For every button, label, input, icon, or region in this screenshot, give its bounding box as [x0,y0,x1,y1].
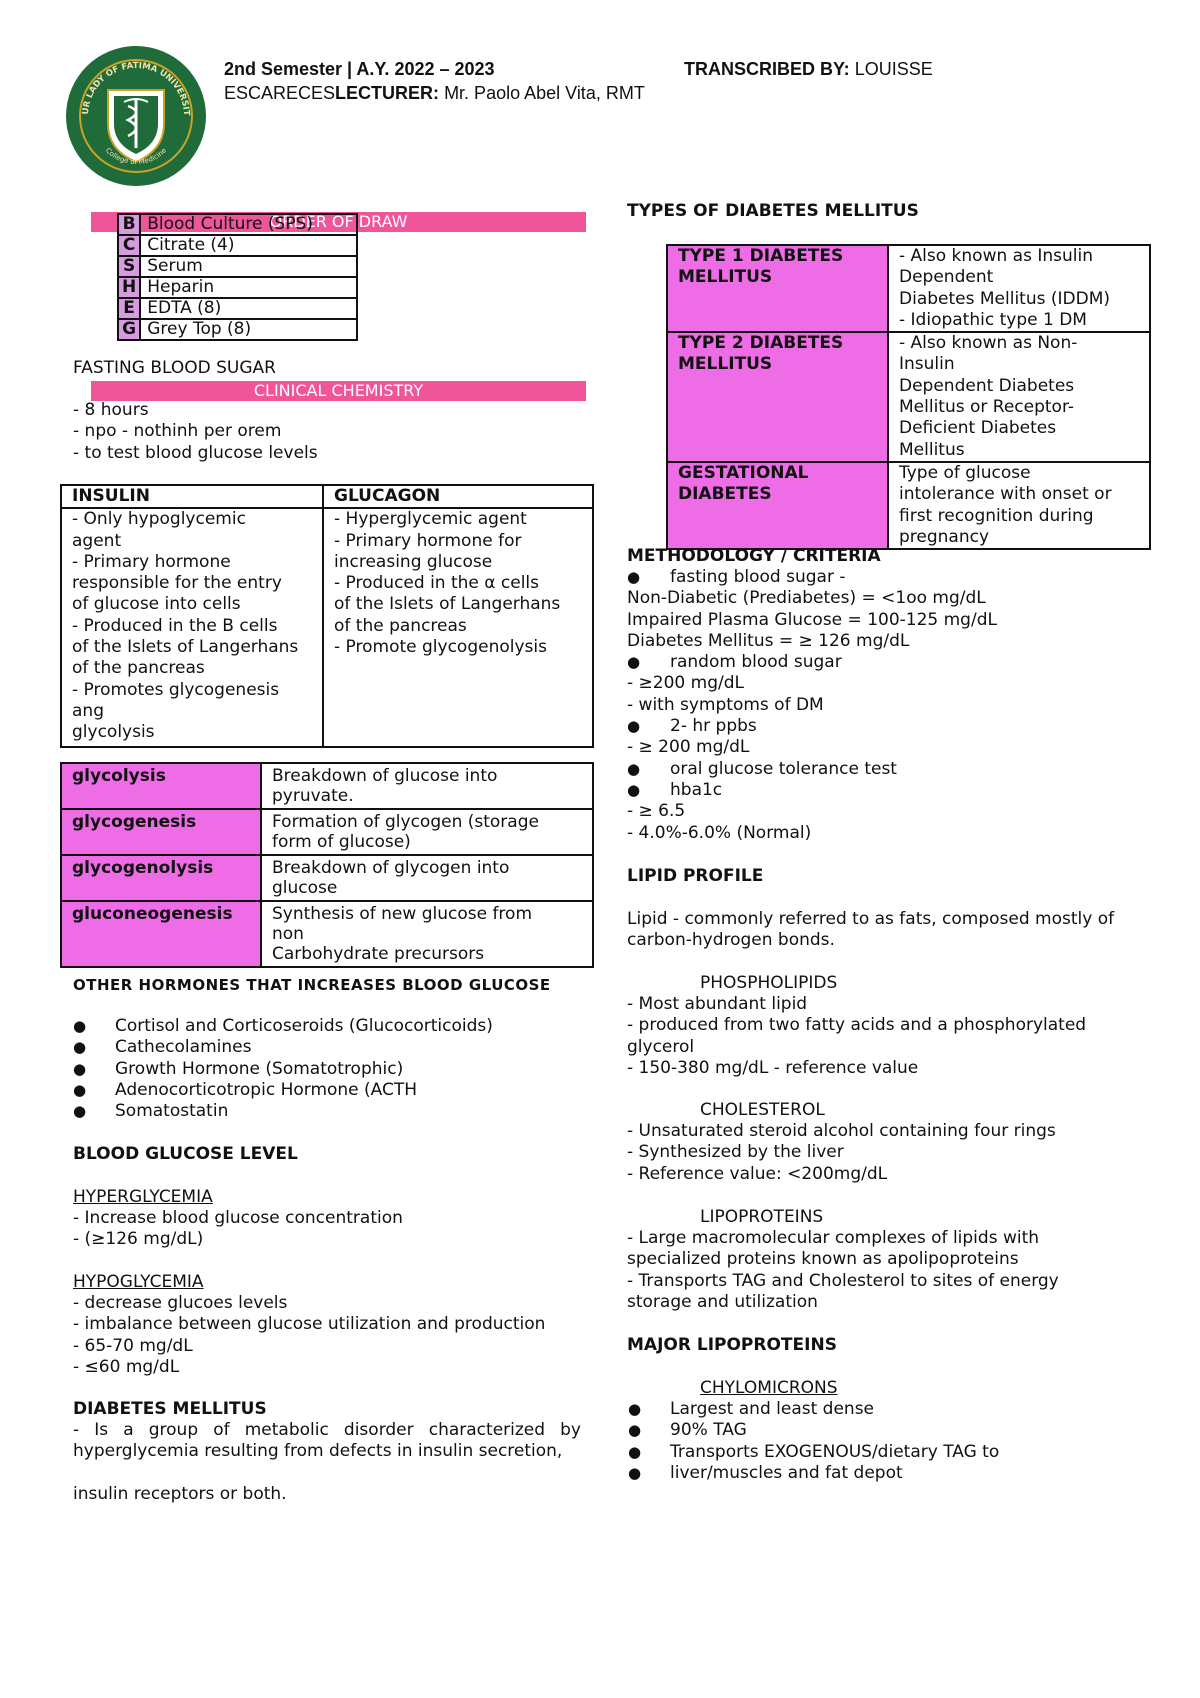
list-item: - Transports TAG and Cholesterol to sites of energy storage and utilization [627,1270,1059,1312]
method-text: Diabetes Mellitus = ≥ 126 mg/dL [627,630,910,651]
lipoproteins-list [627,1228,1097,1313]
list-item: - 8 hours [73,400,149,420]
dm-type-description [888,332,1150,462]
cell-line: MELLITUS [678,354,773,375]
other-hormones-title: OTHER HORMONES THAT INCREASES BLOOD GLUCOSE [73,976,551,994]
method-text: Impaired Plasma Glucose = 100-125 mg/dL [627,609,997,630]
lipoproteins-title: LIPOPROTEINS [700,1207,824,1227]
list-item [627,695,1167,716]
list-item: - Most abundant lipid [627,994,808,1014]
cholesterol-title: CHOLESTEROL [700,1100,825,1120]
cell-line: of the Islets of Langerhans [72,637,299,658]
cell-line: - Produced in the B cells [72,615,278,636]
list-item: ● Cathecolamines [115,1037,493,1058]
lecturer-name: Mr. Paolo Abel Vita, RMT [444,83,645,103]
list-item [627,588,1167,609]
cell-line: of glucose into cells [72,594,241,615]
list-item: ● Transports EXOGENOUS/dietary TAG to [670,1442,999,1463]
method-text: random blood sugar [670,652,842,673]
cell-line: - Hyperglycemic agent [334,509,527,530]
cell-line: of the pancreas [334,615,467,636]
method-text: - 4.0%-6.0% (Normal) [627,822,812,843]
cell-line: Insulin [899,354,955,375]
list-item: - produced from two fatty acids and a phosphorylated glycerol [627,1015,1087,1057]
phospholipids-title: PHOSPHOLIPIDS [700,973,838,993]
cell-line: MELLITUS [678,267,773,288]
table-row [667,332,1150,462]
hyperglycemia-title: HYPERGLYCEMIA [73,1187,213,1207]
list-item [627,801,1167,822]
cell-line: GESTATIONAL [678,462,809,483]
list-item: - to test blood glucose levels [73,442,318,463]
bullet-item [627,716,1167,737]
method-text: - ≥200 mg/dL [627,673,744,694]
method-text: - ≥ 200 mg/dL [627,737,750,758]
glucose-processes-table [60,762,594,968]
cell-line: form of glucose) [272,832,411,852]
bullet-item [627,652,1167,673]
diabetes-mellitus-definition-end: insulin receptors or both. [73,1484,287,1504]
insulin-cell [61,508,323,746]
list-item: ● Growth Hormone (Somatotrophic) [115,1059,493,1080]
list-item: ● Adenocorticotropic Hormone (ACTH [115,1080,493,1101]
cell-line: Mellitus [899,439,965,460]
bullet-icon: ● [627,759,641,778]
cell-line: Dependent [899,267,994,288]
cell-line: of the pancreas [72,658,205,679]
header-block [224,57,984,105]
glucagon-cell [323,508,593,746]
cell-line: agent [72,530,122,551]
clinical-chemistry-bar: CLINICAL CHEMISTRY [91,381,586,401]
method-text: - with symptoms of DM [627,694,824,715]
list-item [627,610,1167,631]
list-item: - 150-380 mg/dL - reference value [627,1057,919,1078]
svg-text:College of Medicine: College of Medicine [103,146,169,167]
method-text: 2- hr ppbs [670,716,757,737]
university-seal [64,44,208,188]
process-definition [261,855,593,901]
cell-line: pyruvate. [272,786,354,806]
chylomicrons-title: CHYLOMICRONS [700,1378,838,1398]
lipid-profile-title: LIPID PROFILE [627,866,764,886]
cell-line: glucose [272,878,338,898]
table-row: S Serum [118,256,357,277]
list-item: - ≤60 mg/dL [73,1356,180,1377]
cell-line: responsible for the entry [72,573,282,594]
list-item: ● liver/muscles and fat depot [670,1463,999,1484]
major-lipoproteins-title: MAJOR LIPOPROTEINS [627,1335,837,1355]
order-of-draw-bar: ORDER OF DRAW [91,212,586,232]
bullet-icon: ● [627,653,641,672]
semester-label: 2nd Semester | A.Y. 2022 – 2023 [224,59,495,79]
hyperglycemia-list [73,1208,403,1251]
glucagon-header: GLUCAGON [323,485,593,508]
dm-type-name [667,332,888,462]
lecturer-label: LECTURER: [335,83,440,103]
cell-line: first recognition during [899,505,1094,526]
cell-line: intolerance with onset or [899,484,1112,505]
phospholipids-list [627,994,1137,1079]
transcriber [684,57,933,81]
blood-glucose-level-title: BLOOD GLUCOSE LEVEL [73,1144,298,1164]
table-row: E EDTA (8) [118,298,357,319]
dm-type-name [667,462,888,549]
other-hormones-list [115,1016,493,1122]
list-item: - Reference value: <200mg/dL [627,1163,888,1184]
cell-line: of the Islets of Langerhans [334,594,561,615]
list-item: - Increase blood glucose concentration [73,1208,403,1228]
process-definition [261,763,593,809]
bullet-item [627,759,1167,780]
chylomicrons-list [670,1399,999,1484]
list-item: ● Cortisol and Corticoseroids (Glucocorticoids) [115,1016,493,1037]
list-item: - 65-70 mg/dL [73,1335,193,1356]
list-item: - imbalance between glucose utilization and production [73,1314,546,1335]
list-item: - Unsaturated steroid alcohol containing four rings [627,1121,1056,1141]
cell-line: - Promotes glycogenesis [72,679,280,700]
process-term: glycogenolysis [61,855,261,901]
method-text: hba1c [670,779,723,800]
table-row [61,763,593,809]
dm-type-name [667,245,888,332]
cell-line: TYPE 1 DIABETES [678,246,844,266]
table-row [61,855,593,901]
cell-line: Breakdown of glucose into [272,766,498,786]
cell-line: non [272,924,304,944]
methodology-title: METHODOLOGY / CRITERIA [627,546,881,566]
table-row [61,508,593,746]
list-item [627,823,1167,844]
cell-line: TYPE 2 DIABETES [678,333,844,354]
bullet-icon: ● [627,717,641,736]
fbs-list [73,400,318,464]
list-item: ● 90% TAG [670,1420,999,1441]
cell-line: Synthesis of new glucose from [272,904,533,924]
cell-line: - Also known as Insulin [899,246,1093,266]
list-item [627,631,1167,652]
cholesterol-list [627,1121,1137,1185]
table-row: H Heparin [118,277,357,298]
cell-line: Diabetes Mellitus (IDDM) [899,288,1110,309]
transcriber-name-first: LOUISSE [854,59,933,79]
cell-line: Carbohydrate precursors [272,944,485,964]
method-text: fasting blood sugar - [670,567,846,587]
cell-line: Breakdown of glycogen into [272,858,510,878]
list-item: - decrease glucoes levels [73,1293,288,1313]
dm-type-description [888,462,1150,549]
cell-line: - Promote glycogenolysis [334,637,547,658]
diabetes-mellitus-definition: - Is a group of metabolic disorder characterized by hyperglycemia resulting from defects in insulin secretion, [73,1420,581,1462]
diabetes-mellitus-title: DIABETES MELLITUS [73,1399,267,1419]
table-row [61,485,593,508]
bullet-item [627,780,1167,801]
list-item: - Synthesized by the liver [627,1142,844,1163]
table-row [667,462,1150,549]
hypoglycemia-list [73,1293,545,1378]
cell-line: - Produced in the α cells [334,573,539,594]
method-text: - ≥ 6.5 [627,801,686,822]
cell-line: - Idiopathic type 1 DM [899,309,1087,330]
transcribed-label: TRANSCRIBED BY: [684,59,850,79]
method-text: oral glucose tolerance test [670,758,897,779]
process-definition [261,901,593,967]
cell-line: - Primary hormone [72,551,231,572]
insulin-header: INSULIN [61,485,323,508]
table-row [667,245,1150,332]
table-row [61,901,593,967]
table-row: B Blood Culture (SPS) [118,214,357,235]
fasting-blood-sugar-label: FASTING BLOOD SUGAR [73,358,276,378]
seal-logo-icon [64,44,208,188]
lipid-definition: Lipid - commonly referred to as fats, composed mostly of carbon-hydrogen bonds. [627,909,1115,951]
process-term: gluconeogenesis [61,901,261,967]
cell-line: glycolysis [72,722,155,743]
list-item [627,737,1167,758]
cell-line: Deficient Diabetes [899,418,1057,439]
bullet-icon: ● [627,780,641,799]
cell-line: Type of glucose [899,462,1031,483]
process-definition [261,809,593,855]
bullet-item [627,567,1167,588]
table-row [61,809,593,855]
method-text: Non-Diabetic (Prediabetes) = <1oo mg/dL [627,588,986,609]
cell-line: - Only hypoglycemic [72,509,246,530]
dm-type-description [888,245,1150,332]
svg-text:OUR LADY OF FATIMA UNIVERSITY: UR LADY OF FATIMA UNIVERSIT [80,60,192,117]
cell-line: Dependent Diabetes [899,375,1075,396]
table-row: G Grey Top (8) [118,319,357,340]
cell-line: - Also known as Non- [899,333,1078,354]
list-item: - Large macromolecular complexes of lipids with specialized proteins known as apolipoproteins [627,1228,1040,1270]
cell-line: ang [72,700,104,721]
cell-line: Formation of glycogen (storage [272,812,539,832]
list-item: ● Largest and least dense [670,1399,999,1420]
types-of-dm-title: TYPES OF DIABETES MELLITUS [627,201,919,221]
order-of-draw-table [117,213,358,341]
hypoglycemia-title: HYPOGLYCEMIA [73,1272,204,1292]
list-item: - npo - nothinh per orem [73,421,282,442]
process-term: glycogenesis [61,809,261,855]
cell-line: Mellitus or Receptor- [899,397,1074,418]
list-item: - (≥126 mg/dL) [73,1229,204,1250]
list-item [627,673,1167,694]
dm-types-table [666,244,1151,550]
cell-line: pregnancy [899,526,990,547]
list-item: ● Somatostatin [115,1101,493,1122]
methodology-list [627,567,1167,844]
cell-line: DIABETES [678,484,772,505]
cell-line: - Primary hormone for [334,530,522,551]
table-row: C Citrate (4) [118,235,357,256]
insulin-glucagon-table [60,484,594,748]
bullet-icon: ● [627,568,641,586]
transcriber-name-last: ESCARECES [224,83,336,103]
process-term: glycolysis [61,763,261,809]
cell-line: increasing glucose [334,551,493,572]
